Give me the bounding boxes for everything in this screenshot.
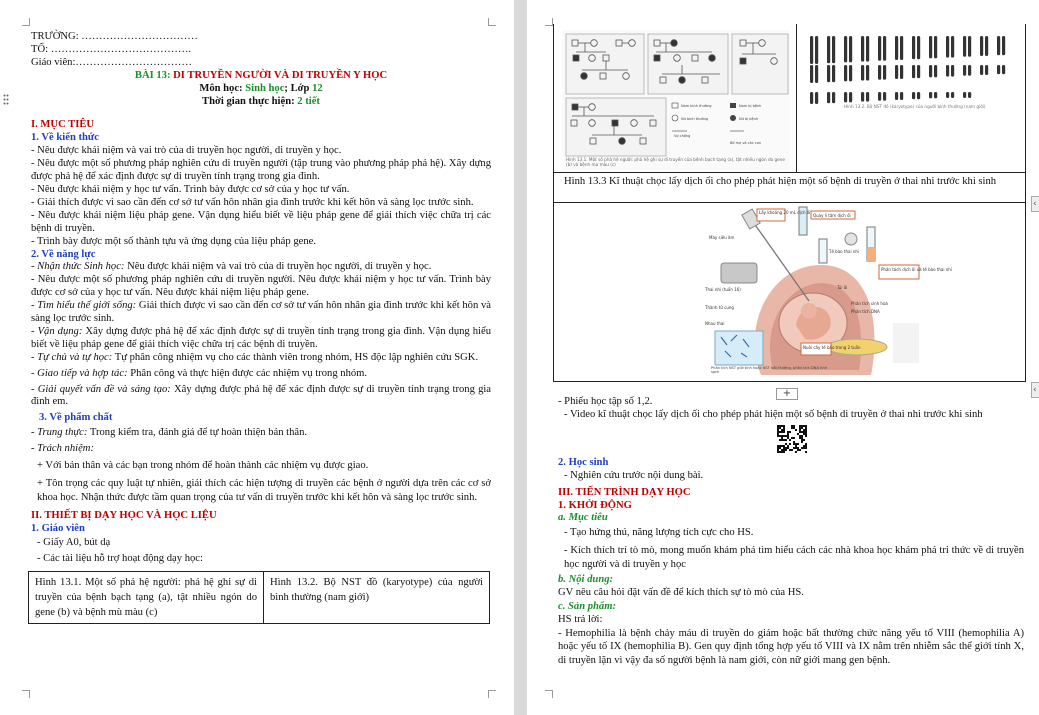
qr-module bbox=[793, 425, 795, 427]
right-content bbox=[558, 396, 1024, 667]
qr-module bbox=[801, 439, 803, 441]
chromosome bbox=[832, 65, 835, 82]
list-item: - Trách nhiệm: bbox=[31, 443, 94, 455]
chromosome bbox=[946, 36, 949, 58]
chromosome bbox=[912, 65, 915, 78]
qr-module bbox=[779, 425, 781, 427]
qr-module bbox=[779, 431, 781, 433]
qr-module bbox=[801, 435, 803, 437]
chromosome bbox=[1002, 36, 1005, 55]
subject-line: Môn học: Sinh học; Lớp 12 bbox=[199, 82, 323, 94]
list-item: - Phiếu học tập số 1,2. bbox=[558, 396, 653, 407]
paragraph: - Hemophilia là bệnh chảy máu di truyền do giảm hoặc bất thường chức năng yếu tố VIII (hemophilia A) hoặc yếu tố IX (hemophilia B). Gen quy định tổng hợp yếu tố VIII và IX nằm trên nhiễm sắc thể giới tính X, di truyền lặn vì vậy đa số người bệnh là nam giới, còn nữ giới mang gen bệnh. bbox=[558, 627, 1024, 666]
qr-module bbox=[785, 435, 787, 437]
chromosome bbox=[997, 65, 1000, 74]
qr-module bbox=[805, 445, 807, 447]
chromosome bbox=[934, 65, 937, 77]
list-item: - Giấy A0, bút dạ bbox=[37, 537, 111, 549]
chromosome bbox=[815, 65, 818, 83]
list-item: - Giải thích được vì sao cần đến cơ sở tư vấn hôn nhân gia đình trước khi kết hôn và sàng lọc trước sinh. bbox=[31, 196, 474, 208]
chromosome bbox=[883, 65, 886, 80]
qr-module bbox=[801, 441, 803, 443]
qr-module bbox=[783, 425, 785, 427]
qr-module bbox=[779, 451, 781, 453]
chromosome bbox=[963, 92, 966, 98]
chromosome bbox=[900, 65, 903, 79]
crop-mark bbox=[545, 18, 553, 26]
list-item: - Nghiên cứu trước nội dung bài. bbox=[564, 469, 704, 481]
list-item: + Tôn trọng các quy luật tự nhiên, giải thích các hiện tượng di truyền các bệnh ở người dựa trên các cơ sở khoa học. Nhận thức được tầm quan trọng của tư vấn di truyền trước khi kết hôn và sàng lọc trước sinh. bbox=[37, 478, 491, 504]
qr-module bbox=[793, 447, 795, 449]
chromosome bbox=[895, 36, 898, 60]
qr-module bbox=[777, 429, 779, 431]
qr-module bbox=[783, 427, 785, 429]
qr-module bbox=[781, 437, 783, 439]
section-heading: II. THIẾT BỊ DẠY HỌC VÀ HỌC LIỆU bbox=[31, 510, 217, 522]
legend-text: Bố mẹ và các con bbox=[730, 141, 762, 145]
chromosome bbox=[815, 92, 818, 104]
qr-module bbox=[803, 425, 805, 427]
qr-module bbox=[777, 447, 779, 449]
chromosome bbox=[844, 36, 847, 62]
qr-module bbox=[777, 451, 779, 453]
list-item: - Các tài liệu hỗ trợ hoạt động dạy học: bbox=[37, 553, 203, 565]
chromosome bbox=[968, 92, 971, 98]
chromosome bbox=[861, 92, 864, 102]
list-item: - Tạo hứng thú, năng lượng tích cực cho HS. bbox=[564, 527, 754, 539]
qr-module bbox=[803, 431, 805, 433]
list-item: - Giao tiếp và hợp tác: Phân công và thực hiện được các nhiệm vụ trong nhóm. bbox=[31, 367, 368, 379]
chromosome bbox=[844, 65, 847, 81]
chromosome bbox=[878, 36, 881, 61]
chromosome bbox=[878, 92, 881, 101]
amnio-label: Phân tích DNA bbox=[851, 309, 880, 314]
time-line: Thời gian thực hiện: 2 tiết bbox=[202, 95, 320, 107]
qr-module bbox=[777, 427, 779, 429]
chromosome bbox=[946, 92, 949, 98]
qr-module bbox=[777, 445, 779, 447]
chromosome bbox=[849, 65, 852, 81]
qr-module bbox=[787, 437, 789, 439]
chromosome bbox=[832, 92, 835, 103]
qr-module bbox=[783, 431, 785, 433]
qr-module bbox=[789, 431, 791, 433]
qr-module bbox=[799, 431, 801, 433]
qr-module bbox=[805, 435, 807, 437]
chromosome bbox=[985, 36, 988, 56]
crop-mark bbox=[545, 690, 553, 698]
qr-module bbox=[793, 437, 795, 439]
chromosome bbox=[883, 36, 886, 61]
table-cell: Hình 13.2. Bộ NST đồ (karyotype) của người bình thường (nam giới) bbox=[264, 572, 490, 624]
qr-module bbox=[787, 447, 789, 449]
qr-module bbox=[803, 447, 805, 449]
qr-module bbox=[801, 437, 803, 439]
section-heading: I. MỤC TIÊU bbox=[31, 119, 95, 131]
chromosome bbox=[917, 36, 920, 59]
chromosome bbox=[827, 92, 830, 103]
subsection-heading: 2. Về năng lực bbox=[31, 248, 96, 260]
legend-text: Nữ bình thường bbox=[681, 117, 709, 121]
qr-module bbox=[791, 425, 793, 427]
qr-module bbox=[803, 433, 805, 435]
qr-module bbox=[789, 443, 791, 445]
amnio-label: Nhau thai bbox=[705, 321, 725, 326]
amniocentesis-figure bbox=[701, 205, 952, 377]
list-item: - Kích thích trí tò mò, mong muốn khám phá tìm hiểu cách các nhà khoa học khám phá tri thức về di truyền học người và di truyền y học bbox=[564, 545, 1024, 571]
list-item: - Nhận thức Sinh học: Nêu được khái niệm và vai trò của di truyền học người, di truyền y học. bbox=[31, 261, 432, 273]
qr-module bbox=[781, 429, 783, 431]
qr-module bbox=[803, 445, 805, 447]
subsection-heading: 2. Học sinh bbox=[558, 456, 609, 468]
chromosome bbox=[968, 36, 971, 57]
amnio-label: Máy siêu âm bbox=[709, 235, 735, 240]
list-item: - Nêu được một số phương pháp nghiên cứu di truyền người. Nêu được khái niệm y học tư vấn. Trình bày được cơ sở của y học tư vấn. Nêu được khái niệm liệu pháp gene. bbox=[31, 274, 491, 299]
qr-module bbox=[805, 443, 807, 445]
page-gap bbox=[514, 0, 527, 715]
qr-module bbox=[793, 427, 795, 429]
chromosome-set bbox=[810, 36, 1005, 104]
chromosome bbox=[997, 36, 1000, 55]
figure-table bbox=[28, 571, 490, 624]
qr-module bbox=[783, 449, 785, 451]
qr-module bbox=[803, 439, 805, 441]
crop-mark bbox=[488, 690, 496, 698]
list-item: - Nêu được một số phương pháp nghiên cứu di truyền người (tập trung vào phương pháp phả hệ). Xây dựng được phả hệ để xác định được sự di truyền tính trạng trong gia đình. bbox=[31, 158, 491, 183]
qr-module bbox=[781, 451, 783, 453]
qr-module bbox=[801, 425, 803, 427]
chevron-left-icon: ‹ bbox=[1033, 385, 1037, 395]
qr-module bbox=[781, 435, 783, 437]
qr-module bbox=[777, 425, 779, 427]
legend-text: Nữ bị bệnh bbox=[739, 117, 759, 121]
qr-module bbox=[791, 427, 793, 429]
amnio-label: Thành tử cung bbox=[705, 305, 734, 310]
chromosome bbox=[917, 92, 920, 99]
qr-module bbox=[787, 435, 789, 437]
chromosome bbox=[827, 36, 830, 63]
side-expand-tab[interactable] bbox=[1031, 196, 1039, 212]
amnio-label: Lấy khoảng 20 mL dịch ối bbox=[759, 210, 811, 215]
chromosome bbox=[815, 36, 818, 64]
paragraph: GV nêu câu hỏi đặt vấn đề để kích thích sự tò mò của HS. bbox=[558, 587, 804, 599]
qr-module bbox=[797, 443, 799, 445]
chromosome bbox=[951, 36, 954, 58]
qr-module bbox=[791, 449, 793, 451]
subsection-heading: a. Mục tiêu bbox=[558, 512, 608, 524]
chromosome bbox=[861, 65, 864, 81]
chromosome bbox=[946, 65, 949, 77]
qr-module bbox=[779, 435, 781, 437]
legend-text: Nam bình thường bbox=[681, 104, 712, 108]
school-line: TRƯỜNG: …………………………… bbox=[31, 31, 198, 42]
chromosome bbox=[951, 65, 954, 77]
qr-module bbox=[797, 449, 799, 451]
list-item: - Nêu được khái niệm y học tư vấn. Trình bày được cơ sở của y học tư vấn. bbox=[31, 183, 350, 195]
amnio-label: Nuôi cấy tế bào trong 2 tuần bbox=[803, 345, 861, 350]
lesson-title: BÀI 13: DI TRUYỀN NGƯỜI VÀ DI TRUYỀN Y HỌC bbox=[134, 69, 388, 81]
qr-module bbox=[805, 429, 807, 431]
qr-module bbox=[787, 445, 789, 447]
qr-module bbox=[789, 449, 791, 451]
karyotype-caption: Hình 13.2. Bộ NST đồ (karyotype) của người bình thường (nam giới) bbox=[844, 104, 986, 109]
chromosome bbox=[810, 65, 813, 83]
chromosome bbox=[849, 36, 852, 62]
teacher-line: Giáo viên:…………………………… bbox=[31, 56, 192, 68]
qr-module bbox=[799, 429, 801, 431]
chromosome bbox=[1002, 65, 1005, 74]
quality-list bbox=[31, 427, 491, 505]
subsection-heading: 1. Giáo viên bbox=[31, 523, 85, 535]
qr-module bbox=[799, 437, 801, 439]
list-item: - Trình bày được một số thành tựu và ứng dụng của liệu pháp gene. bbox=[31, 235, 316, 247]
chromosome bbox=[963, 65, 966, 76]
qr-module bbox=[779, 445, 781, 447]
qr-module bbox=[795, 447, 797, 449]
chromosome bbox=[827, 65, 830, 82]
qr-module bbox=[793, 443, 795, 445]
crop-mark bbox=[488, 18, 496, 26]
chromosome bbox=[929, 36, 932, 58]
qr-module bbox=[783, 447, 785, 449]
qr-module bbox=[793, 441, 795, 443]
qr-module bbox=[801, 447, 803, 449]
qr-module bbox=[785, 443, 787, 445]
qr-code bbox=[776, 424, 808, 454]
pedigree-figure bbox=[562, 30, 790, 170]
drag-handle[interactable] bbox=[3, 93, 9, 105]
chromosome bbox=[929, 65, 932, 77]
chromosome bbox=[866, 92, 869, 102]
qr-module bbox=[797, 447, 799, 449]
side-expand-tab[interactable] bbox=[1031, 382, 1039, 398]
chromosome bbox=[912, 36, 915, 59]
chromosome bbox=[929, 92, 932, 98]
fig-divider bbox=[796, 24, 797, 173]
qr-module bbox=[781, 439, 783, 441]
qr-module bbox=[781, 425, 783, 427]
figure-caption-row: Hình 13.3 Kĩ thuật chọc lấy dịch ối cho phép phát hiện một số bệnh di truyền ở thai nhi trước khi sinh bbox=[553, 173, 1026, 203]
chromosome bbox=[980, 65, 983, 75]
chromosome bbox=[895, 65, 898, 79]
list-item: + Với bản thân và các bạn trong nhóm để hoàn thành các nhiệm vụ được giao. bbox=[37, 460, 369, 472]
qr-module bbox=[779, 427, 781, 429]
qr-module bbox=[777, 431, 779, 433]
amnio-label: Túi ối bbox=[837, 285, 848, 290]
chromosome bbox=[934, 92, 937, 98]
qr-module bbox=[781, 449, 783, 451]
chromosome bbox=[849, 92, 852, 102]
qr-module bbox=[805, 427, 807, 429]
drag-dots-icon bbox=[3, 94, 9, 106]
right-page bbox=[527, 0, 1039, 715]
chromosome bbox=[917, 65, 920, 78]
chromosome bbox=[980, 36, 983, 56]
knowledge-list bbox=[31, 145, 491, 248]
qr-module bbox=[795, 451, 797, 453]
qr-module bbox=[805, 431, 807, 433]
chromosome bbox=[866, 36, 869, 62]
qr-module bbox=[783, 451, 785, 453]
chromosome bbox=[866, 65, 869, 81]
list-item: - Video kĩ thuật chọc lấy dịch ối cho phép phát hiện một số bệnh di truyền ở thai nhi trước khi sinh bbox=[564, 408, 983, 420]
qr-module bbox=[777, 449, 779, 451]
section-heading: III. TIẾN TRÌNH DẠY HỌC bbox=[558, 486, 691, 498]
amnio-label: Tế bào thai nhi bbox=[829, 249, 860, 254]
chromosome bbox=[844, 92, 847, 102]
qr-module bbox=[777, 435, 779, 437]
list-item: - Nêu được khái niệm liệu pháp gene. Vận dụng hiểu biết về liệu pháp gene để giải thích việc chữa trị các bệnh di truyền. bbox=[31, 209, 491, 234]
crop-mark bbox=[22, 18, 30, 26]
chromosome bbox=[861, 36, 864, 62]
amnio-label: Quay li tâm dịch ối bbox=[813, 213, 851, 218]
chromosome bbox=[900, 36, 903, 60]
subsection-heading: c. Sản phẩm: bbox=[558, 601, 616, 613]
qr-module bbox=[787, 431, 789, 433]
qr-module bbox=[799, 449, 801, 451]
subsection-heading: 1. Về kiến thức bbox=[31, 132, 99, 144]
list-item: - Tự chủ và tự học: Tự phân công nhiệm vụ cho các thành viên trong nhóm, HS độc lập nghiên cứu SGK. bbox=[31, 351, 479, 363]
chromosome bbox=[810, 92, 813, 104]
pedigree-caption: Hình 13.1. Một số phả hệ người: phả hệ ghi sự di truyền của bệnh bạch tạng (a), tật nhiều ngón do gene (b) và bệnh mù màu (c) bbox=[566, 157, 785, 167]
ability-list bbox=[31, 261, 491, 409]
chromosome bbox=[912, 92, 915, 99]
karyotype-figure bbox=[804, 32, 1022, 114]
qr-module bbox=[805, 451, 807, 453]
subsection-heading: b. Nội dung: bbox=[558, 574, 614, 586]
qr-module bbox=[783, 445, 785, 447]
qr-module bbox=[795, 443, 797, 445]
qr-module bbox=[803, 429, 805, 431]
paragraph: HS trả lời: bbox=[558, 613, 603, 625]
list-item: - Vận dụng: Xây dựng được phả hệ để xác định được sự di truyền tính trạng trong gia đình. Vận dụng hiểu biết về liệu pháp gene để giải thích việc chữa trị các bệnh di truyền. bbox=[31, 325, 491, 350]
qr-module bbox=[781, 431, 783, 433]
qr-module bbox=[781, 445, 783, 447]
qr-module bbox=[805, 447, 807, 449]
amnio-label: Thai nhi (tuần 16) bbox=[705, 287, 741, 292]
chromosome bbox=[934, 36, 937, 58]
chromosome bbox=[900, 92, 903, 100]
qr-module bbox=[777, 433, 779, 435]
qr-module bbox=[785, 439, 787, 441]
qr-module bbox=[801, 427, 803, 429]
legend-text: Vợ chồng bbox=[674, 134, 691, 138]
chromosome bbox=[951, 92, 954, 98]
qr-module bbox=[783, 429, 785, 431]
qr-module bbox=[805, 433, 807, 435]
qr-module bbox=[779, 447, 781, 449]
plus-icon: + bbox=[782, 388, 792, 399]
group-line: TỔ: …………………………………. bbox=[31, 43, 192, 55]
amnio-label: Phân tích sinh hoá bbox=[851, 301, 888, 306]
list-item: - Trung thực: Trong kiểm tra, đánh giá để tự hoàn thiện bản thân. bbox=[31, 427, 308, 439]
qr-module bbox=[791, 437, 793, 439]
chromosome bbox=[883, 92, 886, 101]
qr-module bbox=[797, 433, 799, 435]
qr-module bbox=[783, 435, 785, 437]
chromosome bbox=[878, 65, 881, 80]
subsection-heading: 3. Về phẩm chất bbox=[39, 412, 113, 424]
list-item: - Giải quyết vấn đề và sáng tạo: Xây dựng được phả hệ để xác định được sự di truyền tính trạng trong gia đình em. bbox=[31, 383, 492, 408]
chromosome bbox=[968, 65, 971, 76]
chevron-left-icon: ‹ bbox=[1033, 199, 1037, 209]
qr-module bbox=[785, 447, 787, 449]
qr-module bbox=[785, 449, 787, 451]
qr-module bbox=[801, 431, 803, 433]
chromosome bbox=[985, 65, 988, 75]
chromosome bbox=[810, 36, 813, 64]
left-content bbox=[31, 31, 491, 624]
table-cell: Hình 13.1. Một số phả hệ người: phả hệ ghi sự di truyền của bệnh bạch tạng (a), tật nhiều ngón do gene (b) và bệnh mù màu (c) bbox=[29, 572, 264, 624]
qr-module bbox=[805, 425, 807, 427]
qr-module bbox=[799, 425, 801, 427]
qr-module bbox=[789, 439, 791, 441]
chromosome bbox=[832, 36, 835, 63]
crop-mark bbox=[22, 690, 30, 698]
chromosome bbox=[895, 92, 898, 100]
subsection-heading: 1. KHỞI ĐỘNG bbox=[558, 499, 632, 511]
figure-image-table bbox=[553, 24, 1026, 382]
qr-module bbox=[799, 427, 801, 429]
amnio-label: Phân tách dịch ối và tế bào thai nhi bbox=[881, 267, 952, 272]
chromosome bbox=[963, 36, 966, 57]
qr-module bbox=[779, 439, 781, 441]
amnio-label: Phân tích NST giới tính hoặc NST bất thường, phân tích DNA tính sạch bbox=[711, 366, 828, 375]
legend-text: Nam bị bệnh bbox=[739, 104, 762, 108]
qr-module bbox=[783, 439, 785, 441]
list-item: - Tìm hiểu thế giới sống: Giải thích được vì sao cần đến cơ sở tư vấn hôn nhân gia đình trước khi kết hôn và sàng lọc trước sinh. bbox=[31, 300, 491, 325]
qr-module bbox=[795, 445, 797, 447]
list-item: - Nêu được khái niệm và vai trò của di truyền học người, di truyền y học. bbox=[31, 145, 342, 157]
qr-module bbox=[787, 433, 789, 435]
left-page bbox=[0, 0, 514, 715]
qr-module bbox=[799, 435, 801, 437]
qr-module bbox=[795, 429, 797, 431]
